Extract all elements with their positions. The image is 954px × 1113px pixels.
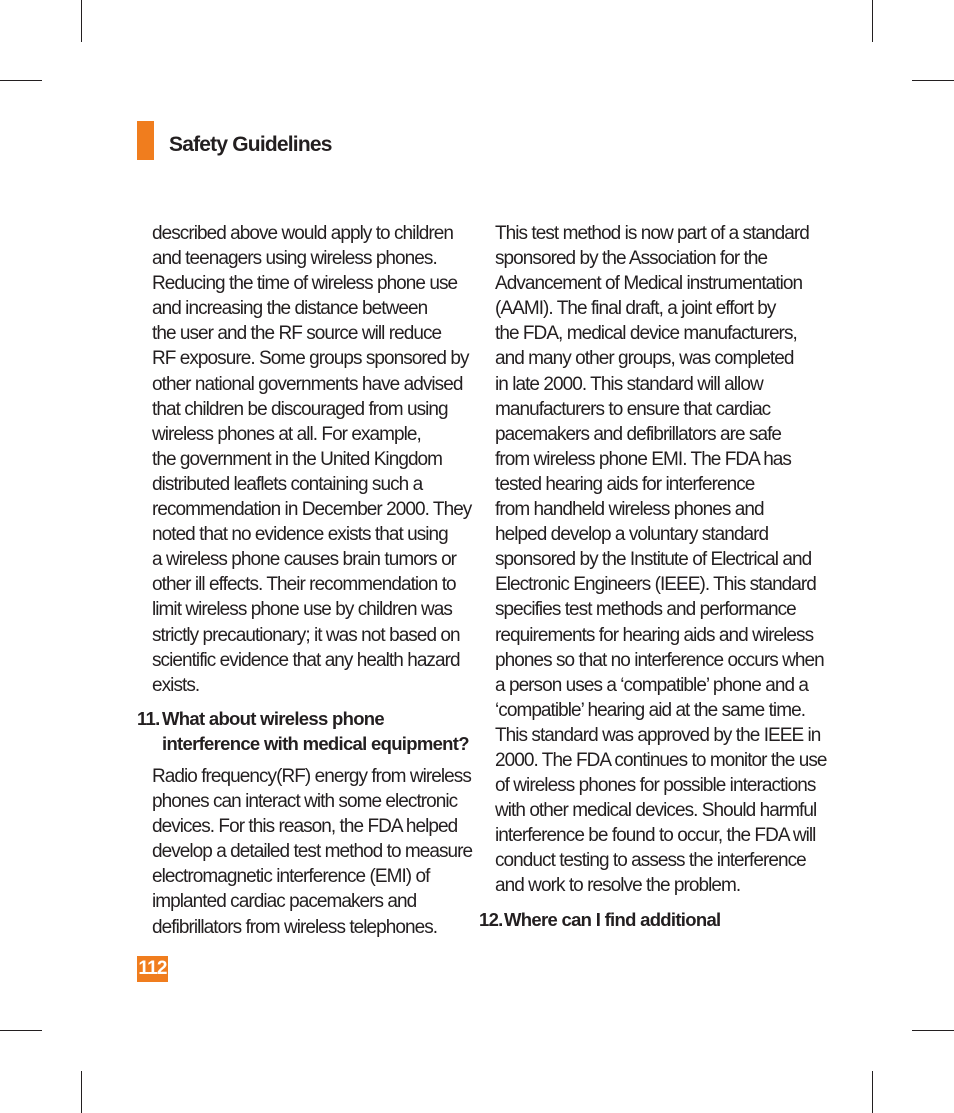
text-line: and increasing the distance between (152, 298, 428, 320)
crop-mark (912, 1030, 954, 1031)
crop-mark (0, 80, 42, 81)
text-line: the FDA, medical device manufacturers, (495, 323, 797, 345)
paragraph (152, 221, 471, 698)
question-text: What about wireless phone (162, 708, 384, 729)
text-line: other ill effects. Their recommendation to (152, 574, 456, 596)
crop-mark (872, 1071, 873, 1113)
crop-mark (81, 0, 82, 42)
page-number: 112 (137, 956, 168, 982)
text-line: Radio frequency(RF) energy from wireless (152, 766, 471, 787)
text-line: manufacturers to ensure that cardiac (495, 398, 771, 420)
crop-mark (872, 0, 873, 42)
text-line: conduct testing to assess the interference (495, 850, 806, 872)
paragraph (152, 764, 472, 940)
text-line: (AAMI). The final draft, a joint effort by (495, 298, 776, 320)
text-line: devices. For this reason, the FDA helped (152, 816, 458, 838)
question-text: interference with medical equipment? (162, 733, 469, 754)
crop-mark (0, 1030, 42, 1031)
text-line: requirements for hearing aids and wireless (495, 624, 814, 646)
text-line: 2000. The FDA continues to monitor the use (495, 749, 827, 771)
text-line: specifies test methods and performance (495, 599, 796, 621)
text-line: described above would apply to children (152, 223, 453, 244)
text-line: Reducing the time of wireless phone use (152, 273, 458, 295)
text-line: wireless phones at all. For example, (152, 423, 421, 445)
text-line: the user and the RF source will reduce (152, 323, 442, 345)
crop-mark (912, 80, 954, 81)
text-line: sponsored by the Institute of Electrical and (495, 549, 812, 571)
text-line: and work to resolve the problem. (495, 875, 741, 897)
text-line: from wireless phone EMI. The FDA has (495, 448, 791, 470)
text-line: defibrillators from wireless telephones. (152, 916, 438, 938)
text-line: This standard was approved by the IEEE in (495, 724, 821, 746)
text-line: strictly precautionary; it was not based on (152, 624, 460, 646)
text-line: and teenagers using wireless phones. (152, 248, 437, 270)
text-line: recommendation in December 2000. They (152, 499, 472, 521)
text-line: tested hearing aids for interference (495, 473, 755, 495)
text-line: sponsored by the Association for the (495, 248, 768, 270)
text-line: phones can interact with some electronic (152, 791, 458, 813)
text-line: scientific evidence that any health hazard (152, 649, 460, 671)
text-line: interference be found to occur, the FDA will (495, 825, 816, 847)
paragraph (495, 221, 827, 899)
left-column-continued (152, 764, 472, 940)
text-line: pacemakers and defibrillators are safe (495, 423, 782, 445)
left-column (152, 221, 471, 698)
text-line: ‘compatible’ hearing aid at the same time. (495, 699, 806, 721)
text-line: of wireless phones for possible interactions (495, 775, 816, 797)
text-line: phones so that no interference occurs when (495, 649, 824, 671)
question-heading (479, 907, 720, 932)
question-number: 11. (137, 708, 160, 729)
text-line: RF exposure. Some groups sponsored by (152, 348, 469, 370)
text-line: implanted cardiac pacemakers and (152, 891, 417, 913)
question-heading (137, 706, 469, 756)
text-line: other national governments have advised (152, 373, 463, 395)
text-line: in late 2000. This standard will allow (495, 373, 763, 395)
right-column (495, 221, 827, 899)
text-line: the government in the United Kingdom (152, 448, 443, 470)
crop-mark (81, 1071, 82, 1113)
question-number: 12. (479, 909, 503, 930)
text-line: a wireless phone causes brain tumors or (152, 549, 457, 571)
section-title: Safety Guidelines (169, 133, 332, 156)
section-marker (137, 121, 154, 160)
text-line: helped develop a voluntary standard (495, 524, 769, 546)
text-line: electromagnetic interference (EMI) of (152, 866, 430, 888)
text-line: develop a detailed test method to measure (152, 841, 473, 863)
text-line: This test method is now part of a standard (495, 223, 809, 244)
text-line: with other medical devices. Should harmful (495, 800, 817, 822)
text-line: from handheld wireless phones and (495, 499, 764, 521)
text-line: exists. (152, 674, 200, 696)
text-line: a person uses a ‘compatible’ phone and a (495, 674, 809, 696)
question-text: Where can I find additional (504, 909, 721, 930)
text-line: Electronic Engineers (IEEE). This standard (495, 574, 816, 596)
text-line: limit wireless phone use by children was (152, 599, 452, 621)
text-line: that children be discouraged from using (152, 398, 448, 420)
text-line: and many other groups, was completed (495, 348, 794, 370)
text-line: noted that no evidence exists that using (152, 524, 448, 546)
text-line: distributed leaflets containing such a (152, 473, 423, 495)
text-line: Advancement of Medical instrumentation (495, 273, 803, 295)
